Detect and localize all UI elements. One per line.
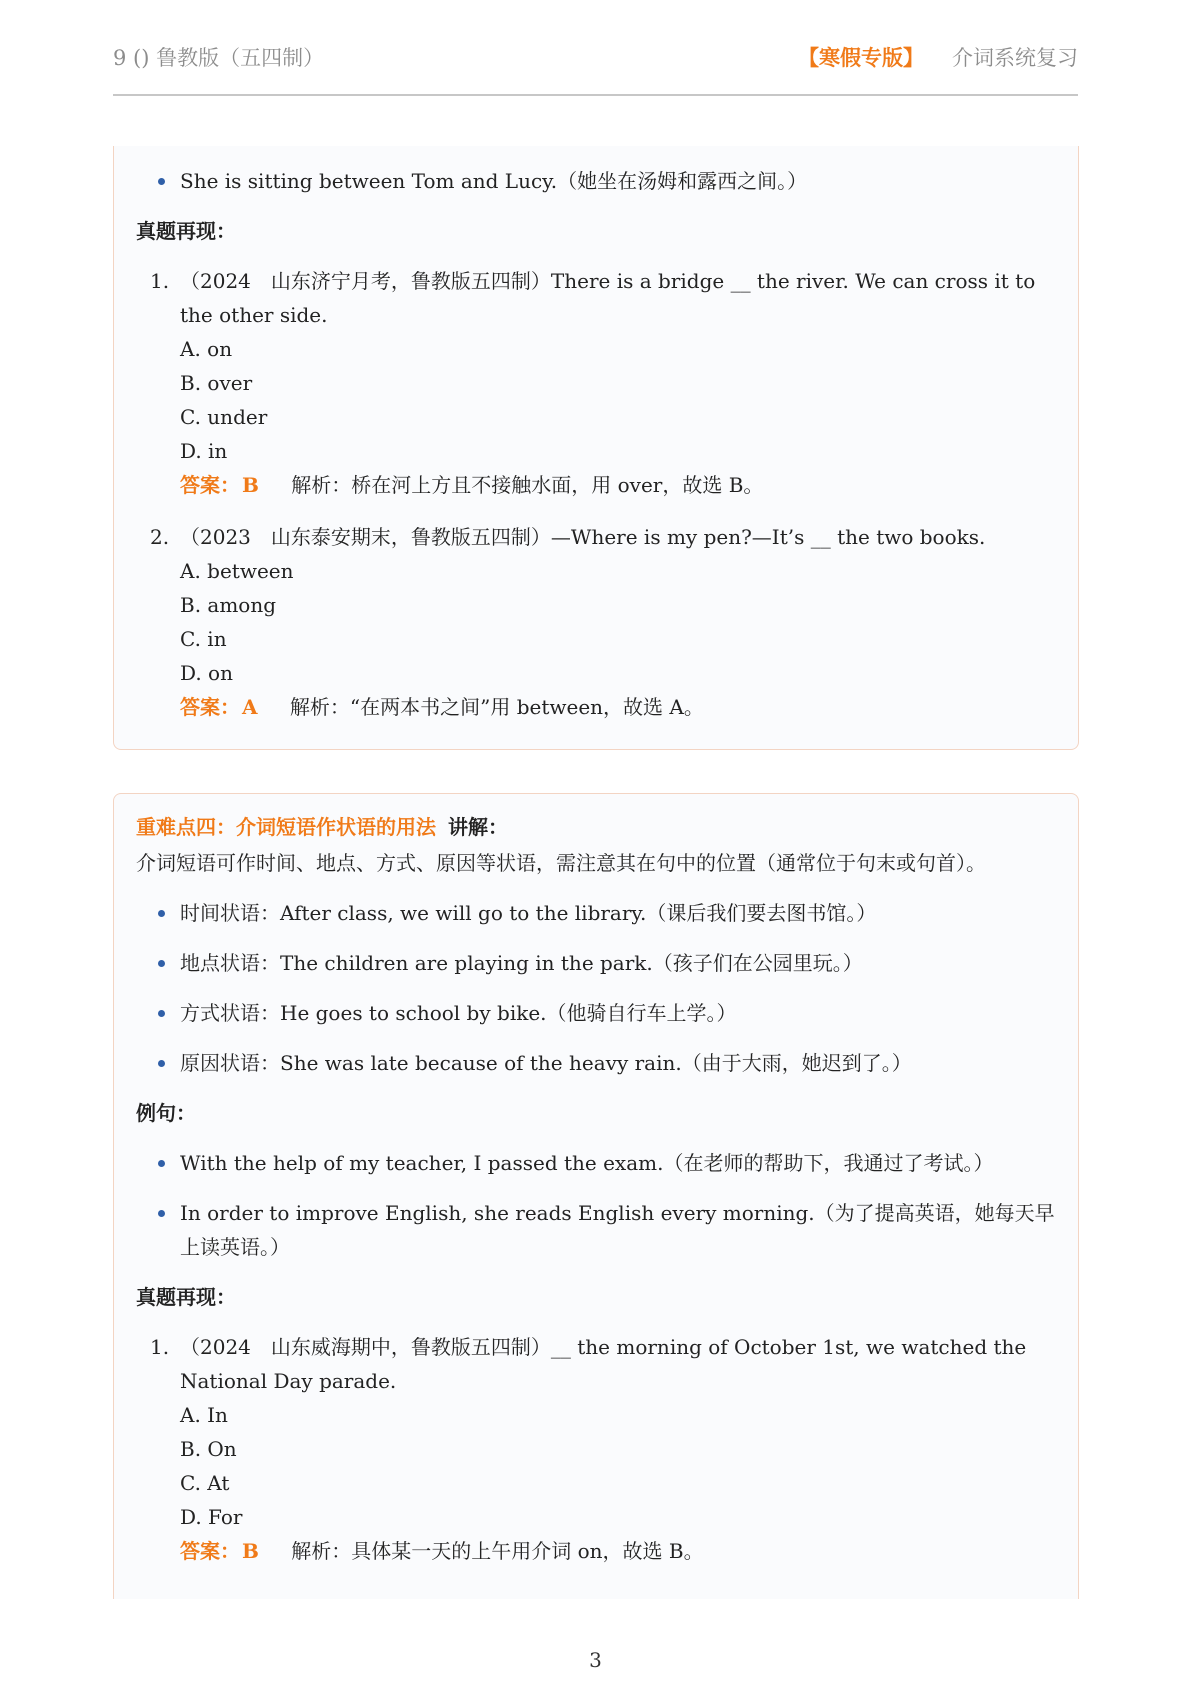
adverbial-bullet	[136, 946, 1056, 980]
adverbial-bullet	[136, 896, 1056, 930]
option: A. between	[180, 559, 294, 583]
question-stem	[136, 1330, 1056, 1398]
question-text: （2023 山东泰安期末，鲁教版五四制）—Where is my pen?—It’s __ the two books.	[180, 525, 986, 549]
page-header	[113, 42, 1078, 96]
adverbial-bullet	[136, 1046, 1056, 1080]
answer-key-label: 答案：	[180, 695, 240, 719]
section-intro: 介词短语可作时间、地点、方式、原因等状语，需注意其在句中的位置（通常位于句末或句首）。	[136, 851, 986, 875]
bullet-dot-icon	[158, 910, 165, 917]
option: A. on	[180, 337, 233, 361]
question-number: 1.	[150, 269, 170, 293]
answer-value: B	[242, 473, 259, 497]
exam-label: 真题再现：	[136, 1285, 236, 1309]
bullet-text: 原因状语：She was late because of the heavy rain.（由于大雨，她迟到了。）	[180, 1051, 912, 1075]
bullet-dot-icon	[158, 960, 165, 967]
question-stem	[136, 264, 1056, 332]
header-right	[798, 42, 1078, 72]
answer-line	[136, 468, 1056, 502]
answer-value: A	[242, 695, 258, 719]
question-text: （2024 山东威海期中，鲁教版五四制）__ the morning of October 1st, we watched the National Day parade.	[180, 1335, 1027, 1393]
question-2	[136, 520, 1056, 724]
question-stem	[136, 520, 1056, 554]
option: D. in	[180, 439, 228, 463]
option: C. At	[180, 1471, 230, 1495]
question-1	[136, 264, 1056, 502]
adverbial-bullet	[136, 996, 1056, 1030]
header-left-text: 9 () 鲁教版（五四制）	[113, 46, 325, 70]
exam-label: 真题再现：	[136, 219, 236, 243]
bullet-text: 时间状语：After class, we will go to the library.（课后我们要去图书馆。）	[180, 901, 877, 925]
section-heading-suffix: 讲解：	[448, 815, 508, 839]
bullet-dot-icon	[158, 1210, 165, 1217]
answer-key-label: 答案：	[180, 1539, 240, 1563]
option: D. on	[180, 661, 233, 685]
option: B. over	[180, 371, 253, 395]
analysis-text: 解析：桥在河上方且不接触水面，用 over，故选 B。	[291, 473, 764, 497]
answer-value: B	[242, 1539, 259, 1563]
example-label: 例句：	[136, 1101, 196, 1125]
answer-key-label: 答案：	[180, 473, 240, 497]
example-bullet	[136, 1146, 1056, 1180]
example-bullet	[136, 1196, 1056, 1264]
section-heading: 重难点四：介词短语作状语的用法	[136, 815, 436, 839]
answer-line	[136, 690, 1056, 724]
option: B. among	[180, 593, 277, 617]
bullet-dot-icon	[158, 178, 165, 185]
bullet-dot-icon	[158, 1160, 165, 1167]
header-title: 介词系统复习	[952, 46, 1078, 70]
question-text: （2024 山东济宁月考，鲁教版五四制）There is a bridge __ the river. We can cross it to the other side.	[180, 269, 1036, 327]
option: A. In	[180, 1403, 228, 1427]
bullet-text: 方式状语：He goes to school by bike.（他骑自行车上学。）	[180, 1001, 737, 1025]
bullet-text: With the help of my teacher, I passed the exam.（在老师的帮助下，我通过了考试。）	[180, 1151, 994, 1175]
edition-tag: 【寒假专版】	[798, 46, 924, 70]
option: B. On	[180, 1437, 237, 1461]
bullet-text: 地点状语：The children are playing in the park.（孩子们在公园里玩。）	[180, 951, 863, 975]
question-1	[136, 1330, 1056, 1568]
bullet-dot-icon	[158, 1060, 165, 1067]
bullet-dot-icon	[158, 1010, 165, 1017]
option: C. under	[180, 405, 268, 429]
section-title	[136, 810, 1056, 844]
option: D. For	[180, 1505, 243, 1529]
page-number: 3	[589, 1648, 602, 1672]
option: C. in	[180, 627, 227, 651]
question-number: 2.	[150, 525, 170, 549]
content-card-1	[113, 146, 1079, 750]
bullet-text: She is sitting between Tom and Lucy.（她坐在汤姆和露西之间。）	[180, 169, 808, 193]
content-card-2	[113, 793, 1079, 1599]
answer-line	[136, 1534, 1056, 1568]
example-bullet	[136, 164, 1056, 198]
analysis-text: 解析：具体某一天的上午用介词 on，故选 B。	[291, 1539, 704, 1563]
bullet-text: In order to improve English, she reads English every morning.（为了提高英语，她每天早上读英语。）	[180, 1201, 1055, 1259]
question-number: 1.	[150, 1335, 170, 1359]
analysis-text: 解析：“在两本书之间”用 between，故选 A。	[289, 695, 704, 719]
